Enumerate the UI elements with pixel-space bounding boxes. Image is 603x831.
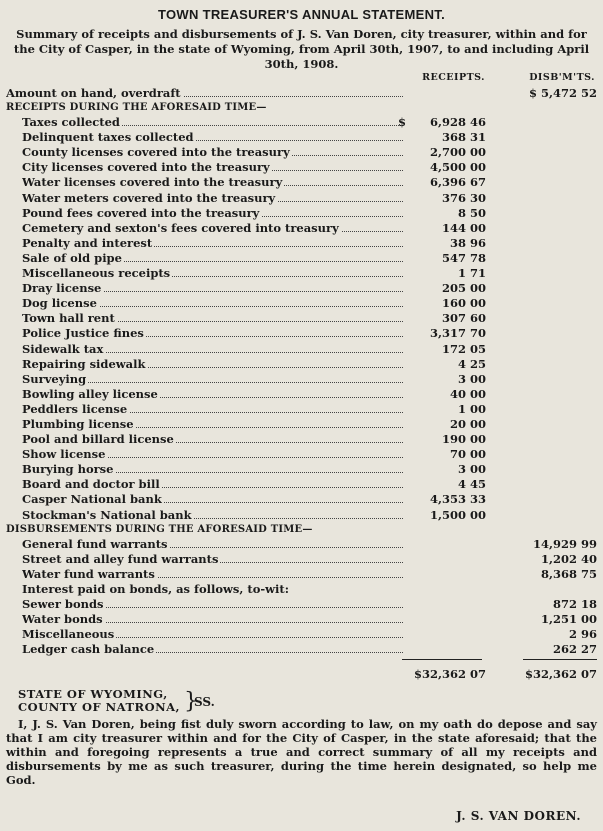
line-item-row [0,296,603,311]
venue-block [18,687,603,717]
line-item-value: 6,396 67 [429,175,486,190]
line-item-label: Peddlers license [22,401,128,416]
line-item-value: 376 30 [441,190,486,205]
line-item-label: Board and doctor bill [22,477,160,492]
line-item-label: Surveying [22,371,87,386]
line-item-row [0,537,603,552]
line-item-value: 205 00 [441,281,486,296]
line-item-value: 8,368 75 [540,566,597,581]
disbursements-heading: DISBURSEMENTS DURING THE AFORESAID TIME— [6,523,313,535]
line-item-label: Show license [22,447,106,462]
line-item-value: 6,928 46 [429,115,486,130]
line-item-row [0,206,603,221]
line-item-value: 368 31 [441,130,486,145]
totals-row [0,657,603,685]
line-item-label: Street and alley fund warrants [22,551,219,566]
line-item-label: Sidewalk tax [22,341,104,356]
line-item-row [0,508,603,523]
line-item-label: Repairing sidewalk [22,356,146,371]
line-item-value: 20 00 [449,416,486,431]
line-item-row [0,311,603,326]
venue-state: STATE OF WYOMING, [18,687,168,702]
line-item-row [0,462,603,477]
column-headers [0,72,603,86]
line-item-label: Interest paid on bonds, as follows, to-wit: [22,581,289,596]
receipts-heading: RECEIPTS DURING THE AFORESAID TIME— [6,102,267,114]
line-item-value: 4 45 [457,477,486,492]
line-item-label: Taxes collected [22,115,120,130]
line-item-value: 262 27 [552,642,597,657]
line-item-label: Ledger cash balance [22,642,155,657]
line-item-label: County licenses covered into the treasury [22,145,290,160]
line-item-row [0,281,603,296]
line-item-row [0,627,603,642]
line-item-row [0,236,603,251]
line-item-value: 1,202 40 [540,551,597,566]
line-item-label: Dray license [22,281,102,296]
receipts-total: $32,362 07 [413,667,486,682]
line-item-row [0,130,603,145]
line-item-label: General fund warrants [22,536,168,551]
disbursements-total: $32,362 07 [524,667,597,682]
line-item-label: Police Justice fines [22,326,144,341]
line-item-value: 1,500 00 [429,507,486,522]
line-item-row [0,342,603,357]
line-item-row [0,221,603,236]
line-item-row [0,597,603,612]
line-item-value: 2,700 00 [429,145,486,160]
line-item-label: Delinquent taxes collected [22,130,194,145]
line-item-row [0,145,603,160]
opening-balance-row [0,86,603,101]
line-item-row [0,477,603,492]
venue-ss: SS. [194,695,215,710]
line-item-value: 4,353 33 [429,492,486,507]
line-item-row [0,447,603,462]
line-item-value: 38 96 [449,235,486,250]
signature: J. S. VAN DOREN. [456,809,581,823]
venue-county: COUNTY OF NATRONA, [18,700,181,715]
line-item-label: Cemetery and sexton's fees covered into treasury [22,220,339,235]
line-item-value: 160 00 [441,296,486,311]
line-item-row [0,387,603,402]
line-item-row [0,417,603,432]
line-item-label: Pool and billard license [22,432,174,447]
line-item-label: Casper National bank [22,492,162,507]
line-item-row [0,191,603,206]
statement-title: TOWN TREASURER'S ANNUAL STATEMENT. [157,7,445,22]
line-item-value: 144 00 [441,220,486,235]
line-item-row [0,175,603,190]
line-item-value: 307 60 [441,311,486,326]
line-item-label: Water licenses covered into the treasury [22,175,283,190]
disbursements-total-rule [523,659,597,660]
line-item-row [0,552,603,567]
line-item-value: 3 00 [457,371,486,386]
line-item-label: Penalty and interest [22,235,153,250]
line-item-label: Water fund warrants [22,566,155,581]
line-item-label: Pound fees covered into the treasury [22,205,260,220]
line-item-value: 1 71 [457,266,486,281]
currency-sign: $ [398,115,407,130]
line-item-row [0,326,603,341]
line-item-value: 3 00 [457,462,486,477]
opening-balance-label: Amount on hand, overdraft [6,86,181,100]
line-item-value: 190 00 [441,432,486,447]
line-item-value: 8 50 [457,205,486,220]
line-item-label: Burying horse [22,462,114,477]
receipts-total-rule [402,659,482,660]
line-item-label: Bowling alley license [22,386,158,401]
statement-summary: Summary of receipts and disbursements of J. S. Van Doren, city treasurer, within and for the City of Casper, in the state of Wyoming, from April 30th, 1907, to and including April 30th, 1908. [13,27,590,71]
receipts-column-header: RECEIPTS. [422,72,485,83]
line-item-row [0,160,603,175]
receipts-list [0,115,603,523]
line-item-label: Town hall rent [22,311,115,326]
line-item-row [0,266,603,281]
line-item-value: 4,500 00 [429,160,486,175]
line-item-row [0,115,603,130]
line-item-row [0,402,603,417]
line-item-label: Sale of old pipe [22,250,122,265]
line-item-value: 872 18 [552,597,597,611]
line-item-row [0,432,603,447]
line-item-label: Plumbing license [22,416,134,431]
line-item-row [0,582,603,597]
line-item-row [0,492,603,507]
line-item-row [0,372,603,387]
line-item-value: 3,317 70 [429,326,486,341]
line-item-label: Stockman's National bank [22,507,192,522]
line-item-row [0,251,603,266]
line-item-value: 172 05 [441,341,486,356]
line-item-value: 1,251 00 [540,612,597,627]
line-item-label: Water meters covered into the treasury [22,190,276,205]
line-item-label: Water bonds [22,612,103,627]
line-item-label: Miscellaneous receipts [22,266,171,281]
line-item-value: 14,929 99 [532,536,597,551]
line-item-row [0,357,603,372]
line-item-row [0,567,603,582]
line-item-label: City licenses covered into the treasury [22,160,270,175]
line-item-value: 2 96 [568,627,597,642]
opening-balance-value: $ 5,472 52 [528,86,597,100]
line-item-value: 70 00 [449,447,486,462]
line-item-value: 40 00 [449,386,486,401]
line-item-value: 4 25 [457,356,486,371]
line-item-label: Dog license [22,296,97,311]
line-item-label: Sewer bonds [22,597,104,611]
line-item-row [0,642,603,657]
venue-brace: } [184,689,198,715]
oath-text: I, J. S. Van Doren, being fist duly sworn according to law, on my oath do depose and say that I am city treasurer within and for the City of Casper, in the state aforesaid; that the within and foregoing represents a true and correct summary of all my receipts and disbursements by me as such treasurer, during the time herein designated, so help me God. [6,717,597,788]
line-item-row [0,612,603,627]
oath-section [0,687,603,787]
line-item-value: 547 78 [441,250,486,265]
line-item-value: 1 00 [457,401,486,416]
disbursements-list [0,537,603,658]
disbursements-column-header: DISB'M'TS. [529,72,595,83]
line-item-label: Miscellaneous [22,627,115,642]
